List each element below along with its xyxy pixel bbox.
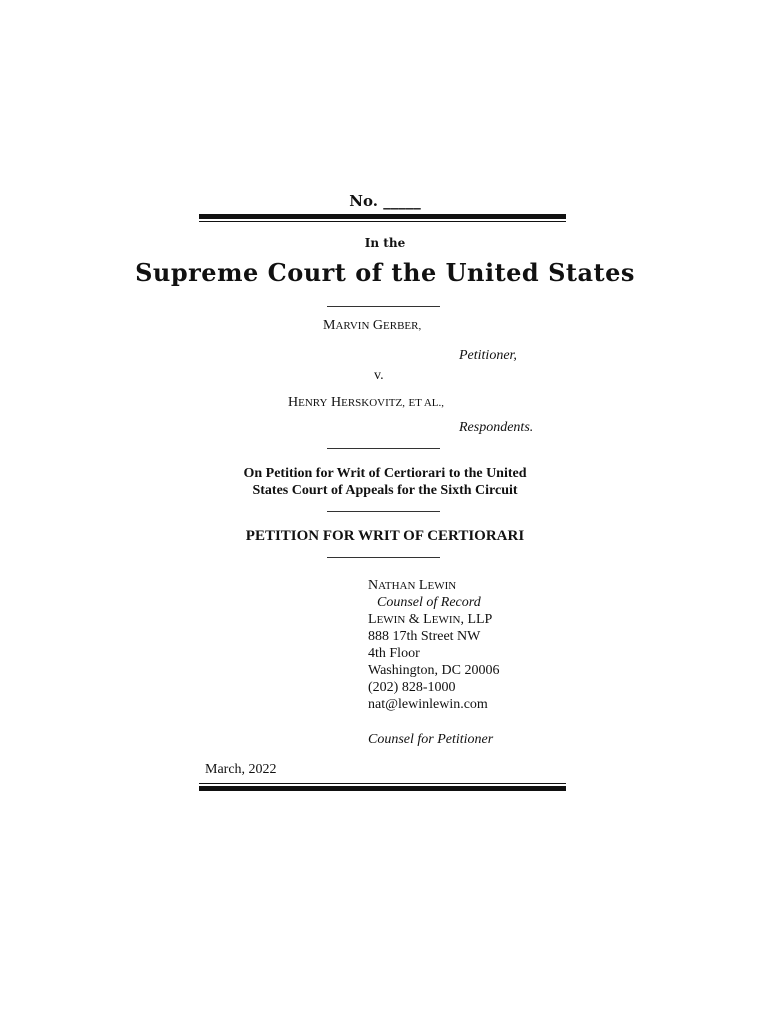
separator-2 xyxy=(327,448,440,449)
petitioner-role: Petitioner, xyxy=(459,348,517,363)
on-petition-line-1: On Petition for Writ of Certiorari to the United xyxy=(243,466,527,481)
in-the-label: In the xyxy=(364,236,406,250)
counsel-of-record: Counsel of Record xyxy=(377,595,481,610)
docket-number: No. _____ xyxy=(349,192,421,210)
counsel-for-petitioner: Counsel for Petitioner xyxy=(368,732,494,747)
address-city: Washington, DC 20006 xyxy=(368,663,500,678)
petition-title: PETITION FOR WRIT OF CERTIORARI xyxy=(245,528,525,544)
separator-1 xyxy=(327,306,440,307)
top-thick-rule xyxy=(199,214,566,219)
versus: v. xyxy=(374,368,384,383)
filing-date: March, 2022 xyxy=(205,762,277,777)
separator-3 xyxy=(327,511,440,512)
counsel-name: NATHAN LEWIN xyxy=(368,578,457,593)
on-petition-line-2: States Court of Appeals for the Sixth Circuit xyxy=(252,483,518,498)
respondent-name: HENRY HERSKOVITZ, ET AL., xyxy=(288,395,444,410)
address-line-1: 888 17th Street NW xyxy=(368,629,481,644)
respondent-role: Respondents. xyxy=(459,420,534,435)
court-name: Supreme Court of the United States xyxy=(135,258,635,287)
top-thin-rule xyxy=(199,221,566,222)
bottom-thick-rule xyxy=(199,786,566,791)
separator-4 xyxy=(327,557,440,558)
email-address: nat@lewinlewin.com xyxy=(368,697,488,712)
phone-number: (202) 828-1000 xyxy=(368,680,456,695)
bottom-thin-rule xyxy=(199,783,566,784)
petitioner-name: MARVIN GERBER, xyxy=(323,318,422,333)
firm-name: LEWIN & LEWIN, LLP xyxy=(368,612,493,627)
address-line-2: 4th Floor xyxy=(368,646,420,661)
